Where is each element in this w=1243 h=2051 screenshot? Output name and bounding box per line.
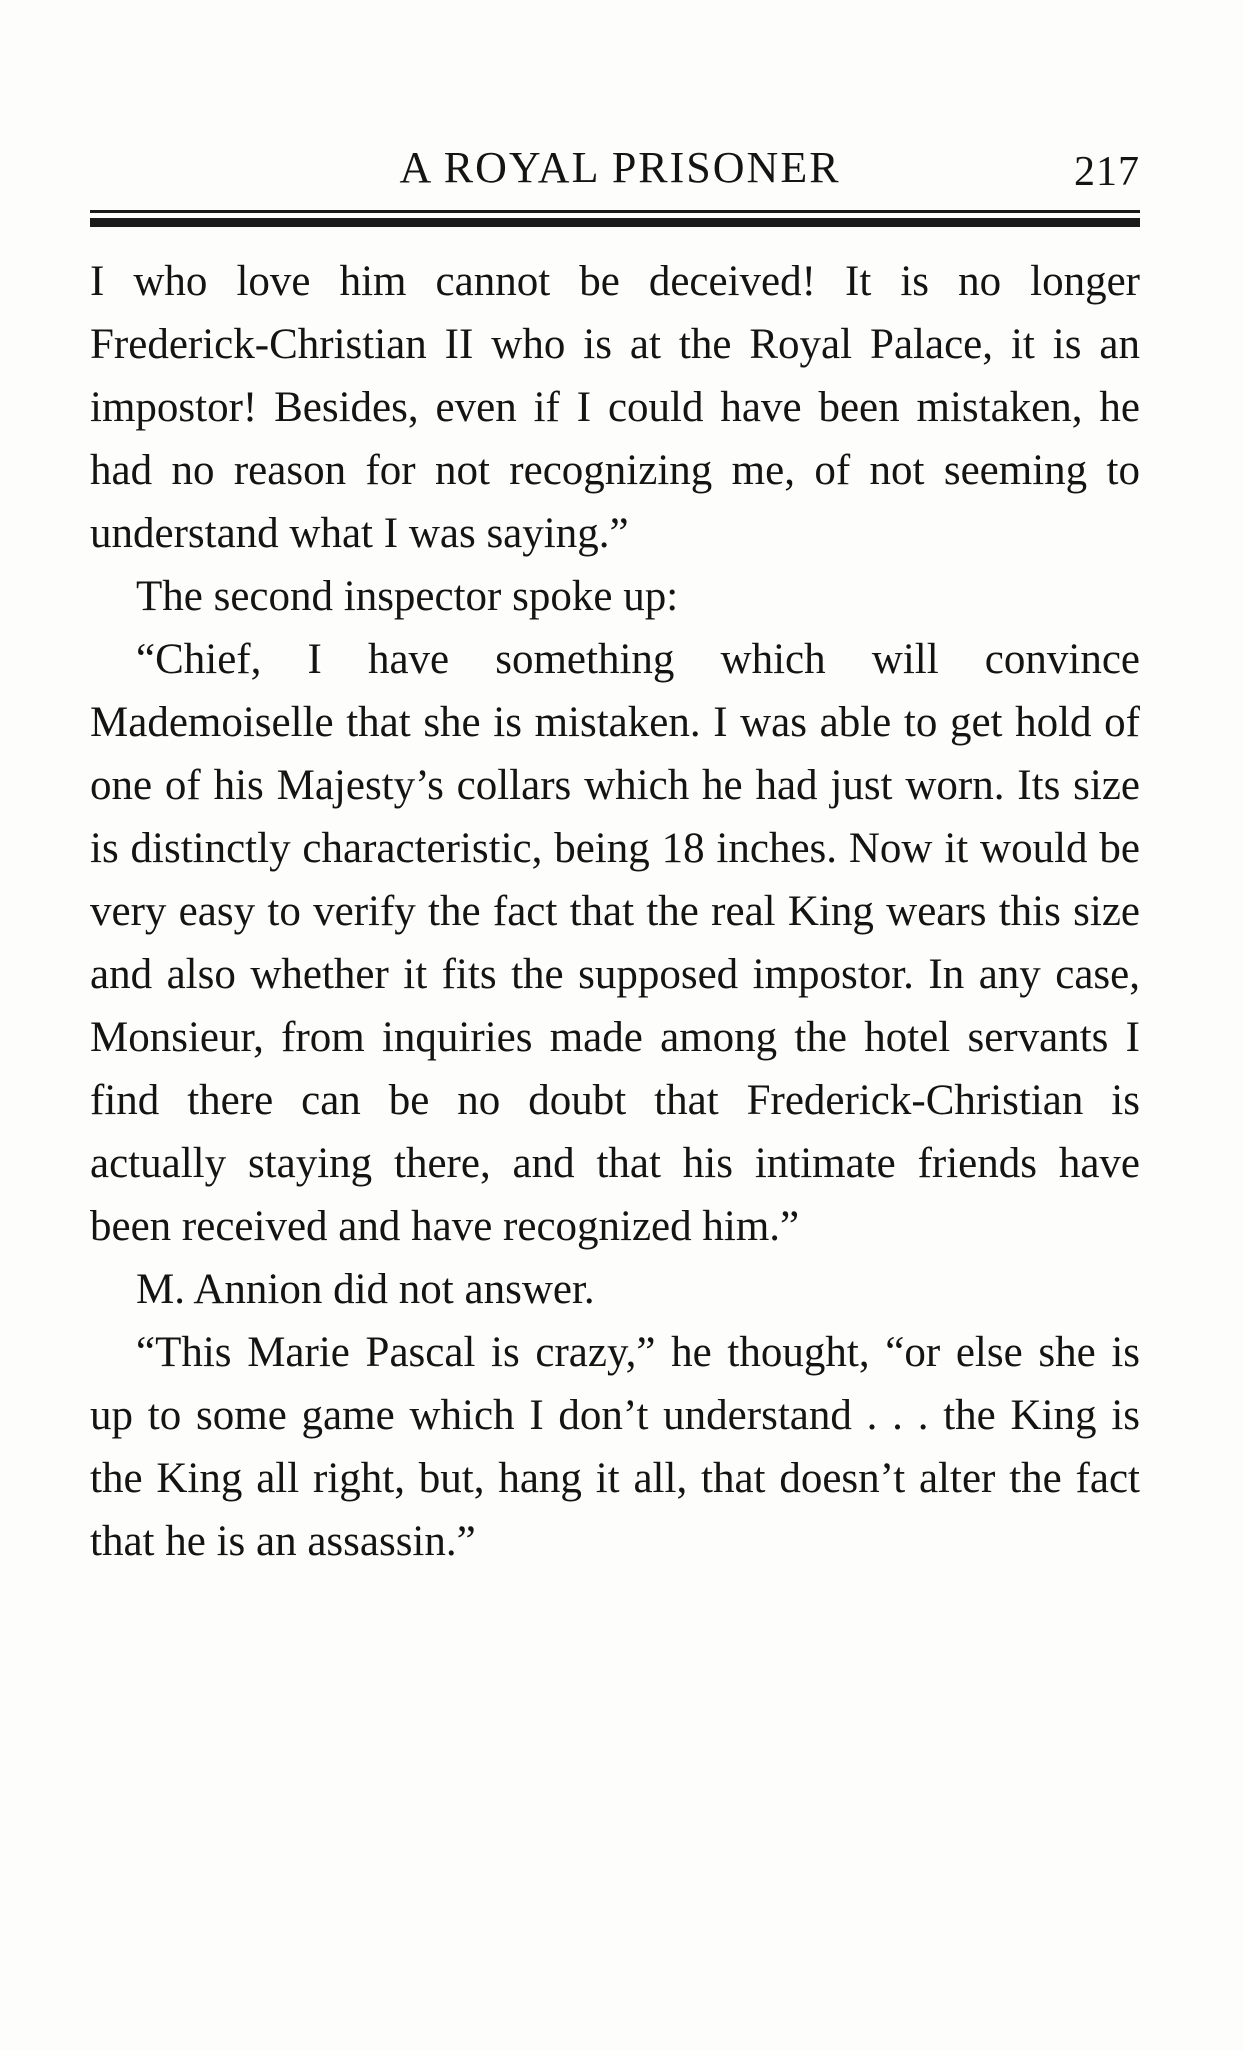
running-title: A ROYAL PRISONER	[399, 143, 841, 192]
header-rule-thin	[90, 210, 1140, 213]
paragraph: M. Annion did not answer.	[136, 1266, 595, 1313]
page-number: 217	[1074, 149, 1140, 195]
header-rule	[90, 210, 1140, 228]
paragraph: “Chief, I have something which will convince Mademoiselle that she is mistaken. I was able to get hold of one of his Majesty’s collars which he had just worn. Its size is distinctly characteristic, being 18 inches. Now it would be very easy to verify the fact that the real King wears this size and also whether it fits the supposed impostor. In any case, Monsieur, from inquiries made among the hotel servants I find there can be no doubt that Frederick-Christian is actually staying there, and that his intimate friends have been received and have recognized him.”	[90, 636, 1140, 1250]
paragraph-continuation: I who love him cannot be deceived! It is no longer Frederick-Christian II who is at the Royal Palace, it is an impostor! Besides, even if I could have been mistaken, he had no reason for not recognizing me, of not seeming to understand what I was saying.”	[90, 258, 1140, 557]
running-head	[90, 140, 1140, 196]
paragraph: “This Marie Pascal is crazy,” he thought, “or else she is up to some game which I don’t understand . . . the King is the King all right, but, hang it all, that doesn’t alter the fact that he is an assassin.”	[90, 1329, 1140, 1565]
body-text	[90, 250, 1140, 1573]
paragraph: The second inspector spoke up:	[136, 573, 679, 620]
header-rule-thick	[90, 218, 1140, 227]
